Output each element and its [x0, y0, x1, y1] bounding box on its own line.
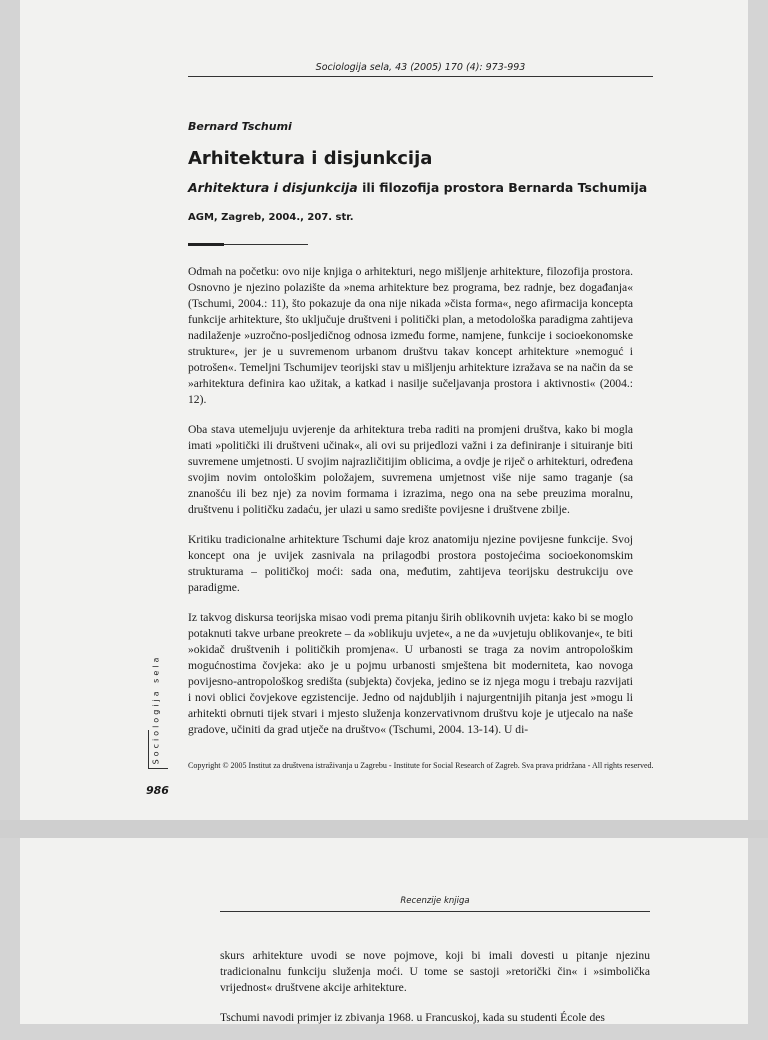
review-body-continued — [220, 948, 650, 1040]
review-title: Arhitektura i disjunkcija — [188, 148, 433, 169]
section-header: Recenzije knjiga — [400, 896, 470, 906]
title-divider — [188, 244, 308, 245]
sidebar-label: Sociologija sela — [151, 654, 161, 765]
sidebar-rule — [148, 768, 168, 769]
subtitle-italic: Arhitektura i disjunkcija — [188, 180, 358, 195]
paragraph: Kritiku tradicionalne arhitekture Tschumi daje kroz anatomiju njezine povijesne funkcije. Svoj koncept ona je uvijek zasnivala na prilagodbi prostora postojećima socioekonomskim strukturama – političkoj moći: sada ona, međutim, zahtijeva teorijsku destrukciju ove paradigme. — [188, 533, 633, 594]
review-author: Bernard Tschumi — [188, 120, 292, 133]
publication-info: AGM, Zagreb, 2004., 207. str. — [188, 212, 354, 223]
review-body — [188, 264, 633, 752]
page-gap — [0, 820, 768, 838]
paragraph: skurs arhitekture uvodi se nove pojmove, koji bi imali dovesti u pitanje njezinu tradicionalnu funkciju služenja moći. U tome se sastoji »retorički čin« i »simbolička vrijednost« društvene akcije arhitekture. — [220, 949, 650, 994]
page-one — [20, 0, 748, 820]
paragraph: Tschumi navodi primjer iz zbivanja 1968. u Francuskoj, kada su studenti École des — [220, 1011, 605, 1024]
subtitle-rest: ili filozofija prostora Bernarda Tschumija — [357, 180, 648, 195]
header-rule — [220, 911, 650, 912]
paragraph: Odmah na početku: ovo nije knjiga o arhitekturi, nego mišljenje arhitekture, filozofija prostora. Osnovno je njezino polazište da »nema arhitekture bez programa, bez radnje, bez događanja« (Tschumi, 2004.: 11), što pokazuje da ona nije nikada »čista forma«, nego afirmacija koncepta funkcije arhitekture, što uključuje društveni i politički plan, a metodološka paradigma zahtijeva nadilaženje »uzročno-posljedičnog odnosa između forme, namjene, funkcije i socioekonomske strukture«, jer je u suvremenom urbanom društvu takav koncept arhitekture »nemoguć i potrošen«. Temeljni Tschumijev teorijski stav u mišljenju arhitekture izražava se na način da se »arhitektura definira kao užitak, a katkad i nasilje sučeljavanja prostora i aktivnosti« (2004.: 12). — [188, 265, 633, 406]
copyright-notice: Copyright © 2005 Institut za društvena istraživanja u Zagrebu - Institute for Social Research of Zagreb. Sva prava pridržana - All rights reserved. — [188, 761, 654, 770]
journal-header: Sociologija sela, 43 (2005) 170 (4): 973-993 — [315, 62, 526, 73]
header-rule — [188, 76, 653, 77]
sidebar-rule-vertical — [148, 730, 149, 768]
paragraph: Oba stava utemeljuju uvjerenje da arhitektura treba raditi na promjeni društva, kako bi mogla imati »politički ili društveni učinak«, ali ovi su prijedlozi važni i za definiranje i situiranje biti suvremene umjetnosti. U svojim najrazličitijim oblicima, a ovdje je riječ o arhitekturi, određena svojim novim ontološkim položajem, suvremena umjetnost više nije samo traganje (sa znanošću ili bez nje) za novim formama i izrazima, nego ona na sebe preuzima moralnu, društvenu i političku zadaću, jer ulazi u samo središte povijesne i društvene zbilje. — [188, 423, 633, 516]
page-number: 986 — [146, 784, 169, 797]
page-two — [20, 838, 748, 1024]
review-subtitle — [188, 180, 647, 195]
paragraph: Iz takvog diskursa teorijska misao vodi prema pitanju širih oblikovnih uvjeta: kako bi se moglo potaknuti takve urbane preokrete – da »oblikuju uvjete«, a ne da »uvjetuju oblikovanje«, te biti »okidač društvenih i političkih promjena«. U urbanosti se traga za novim antropološkim mogućnostima čovjeka: ako je u pojmu urbanosti smještena bit moderniteta, kao novoga povijesno-antropološkog središta (subjekta) čovjeka, jedino se iz njega mogu i trebaju razvijati i novi oblici čovjekove egzistencije. Jedno od najdubljih i najurgentnijih pitanja jest »mogu li arhitekti obrnuti tijek stvari i mjesto služenja konzervativnom društvu koje je utjecalo na naše gradove, učiniti da grad utječe na društvo« (Tschumi, 2004. 13-14). U di- — [188, 611, 633, 736]
